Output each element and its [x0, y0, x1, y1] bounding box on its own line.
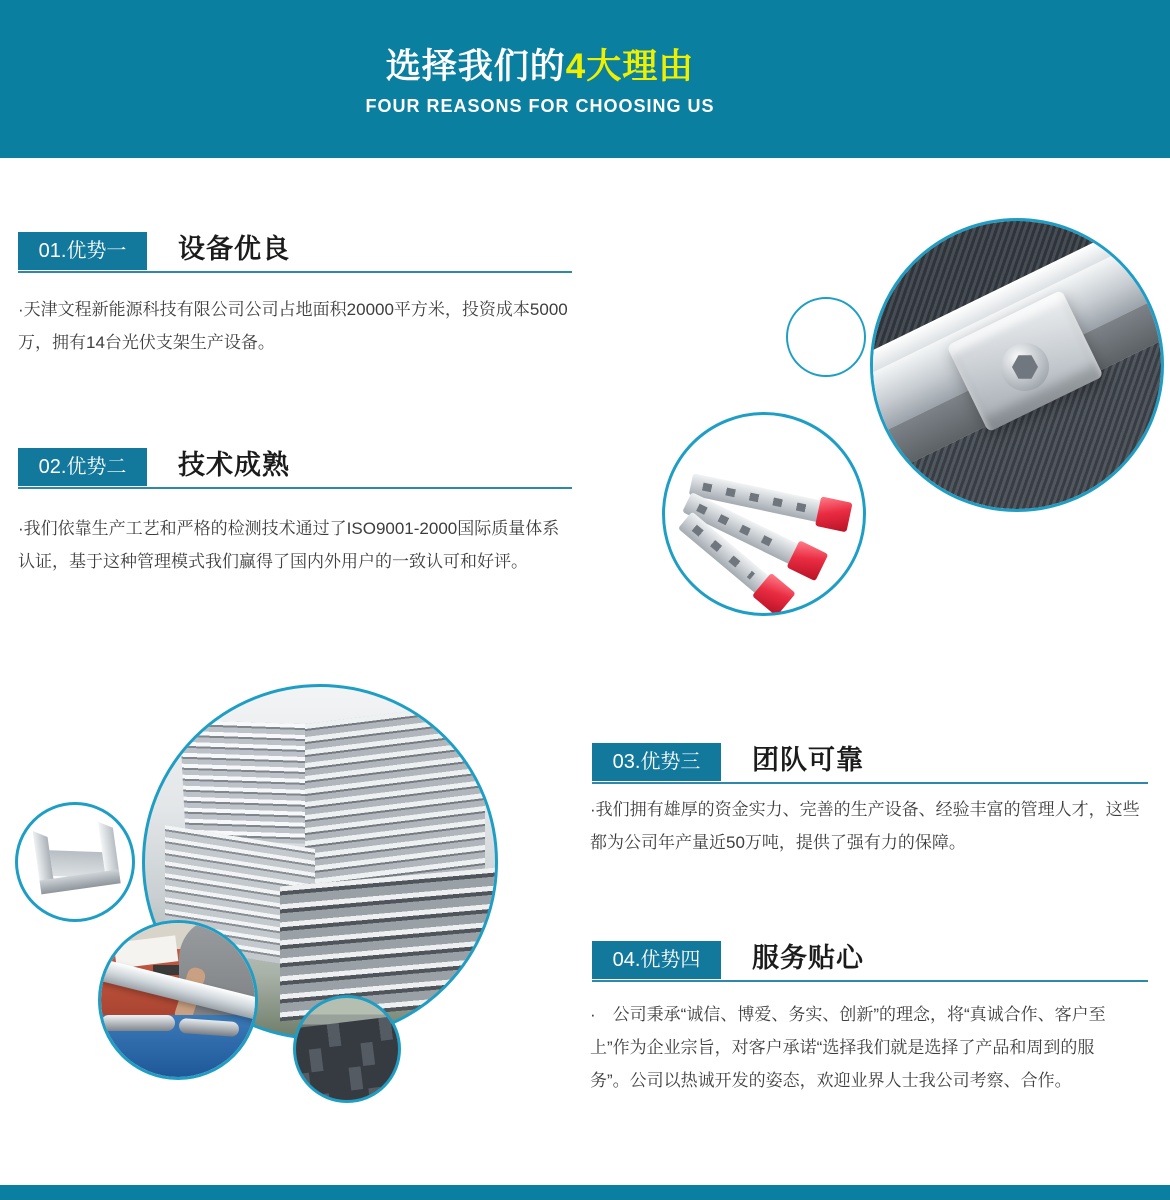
banner-inner — [0, 0, 1080, 117]
red-end-cap — [786, 540, 828, 581]
section-1-badge: 01.优势一 — [18, 232, 147, 270]
section-3-badge: 03.优势三 — [592, 743, 721, 781]
section-1-body-line-2: 万，拥有14台光伏支架生产设备。 — [18, 333, 275, 352]
section-3-underline — [592, 782, 1148, 784]
section-4-body-line-1: · 公司秉承“诚信、博爱、务实、创新”的理念，将“真诚合作、客户至 — [590, 1005, 1106, 1024]
red-end-cap — [815, 496, 853, 532]
photo-u-channel-circle — [15, 802, 135, 922]
page-title-white: 选择我们的 — [385, 47, 566, 86]
hex-socket-icon — [1012, 354, 1038, 380]
metal-roller-1 — [101, 1015, 175, 1031]
section-2-body-line-2: 认证，基于这种管理模式我们赢得了国内外用户的一致认可和好评。 — [18, 552, 528, 571]
section-4-underline — [592, 980, 1148, 982]
photo-solar-clamp-circle — [870, 218, 1164, 512]
section-3-body-line-1: ·我们拥有雄厚的资金实力、完善的生产设备、经验丰富的管理人才，这些 — [590, 800, 1140, 819]
footer-strip — [0, 1185, 1170, 1200]
u-channel-shape — [35, 836, 121, 899]
section-2-body — [18, 512, 603, 578]
header-banner — [0, 0, 1170, 158]
section-2-heading: 技术成熟 — [178, 450, 290, 480]
page-title — [0, 44, 1080, 90]
section-2-underline — [18, 487, 572, 489]
hex-bolt-icon — [1001, 343, 1049, 391]
section-1-body — [18, 293, 603, 359]
section-2-body-line-1: ·我们依靠生产工艺和严格的检测技术通过了ISO9001-2000国际质量体系 — [18, 519, 560, 538]
section-4-badge: 04.优势四 — [592, 941, 721, 979]
section-1-underline — [18, 271, 572, 273]
page-subtitle: FOUR REASONS FOR CHOOSING US — [365, 96, 715, 116]
page-title-yellow: 4大理由 — [565, 47, 695, 86]
section-3-body-line-2: 都为公司年产量近50万吨，提供了强有力的保障。 — [590, 833, 966, 852]
section-3-body — [590, 793, 1155, 859]
photo-bundled-steel-circle — [293, 995, 401, 1103]
section-3-heading: 团队可靠 — [752, 745, 864, 775]
photo-red-cap-brackets-circle — [662, 412, 866, 616]
section-1-heading: 设备优良 — [178, 234, 290, 264]
steel-stack-4 — [280, 868, 495, 1022]
section-4-heading: 服务贴心 — [752, 943, 864, 973]
red-end-cap — [752, 573, 796, 616]
section-2-badge: 02.优势二 — [18, 448, 147, 486]
section-4-body-line-2: 上”作为企业宗旨，对客户承诺“选择我们就是选择了产品和周到的服 — [590, 1038, 1095, 1057]
section-4-body — [590, 998, 1155, 1097]
photo-factory-worker-circle — [98, 920, 258, 1080]
section-4-body-line-3: 务”。公司以热诚开发的姿态，欢迎业界人士我公司考察、合作。 — [590, 1071, 1072, 1090]
decor-ring — [786, 297, 866, 377]
steel-stack-2 — [305, 702, 485, 894]
section-1-body-line-1: ·天津文程新能源科技有限公司公司占地面积20000平方米，投资成本5000 — [18, 300, 568, 319]
